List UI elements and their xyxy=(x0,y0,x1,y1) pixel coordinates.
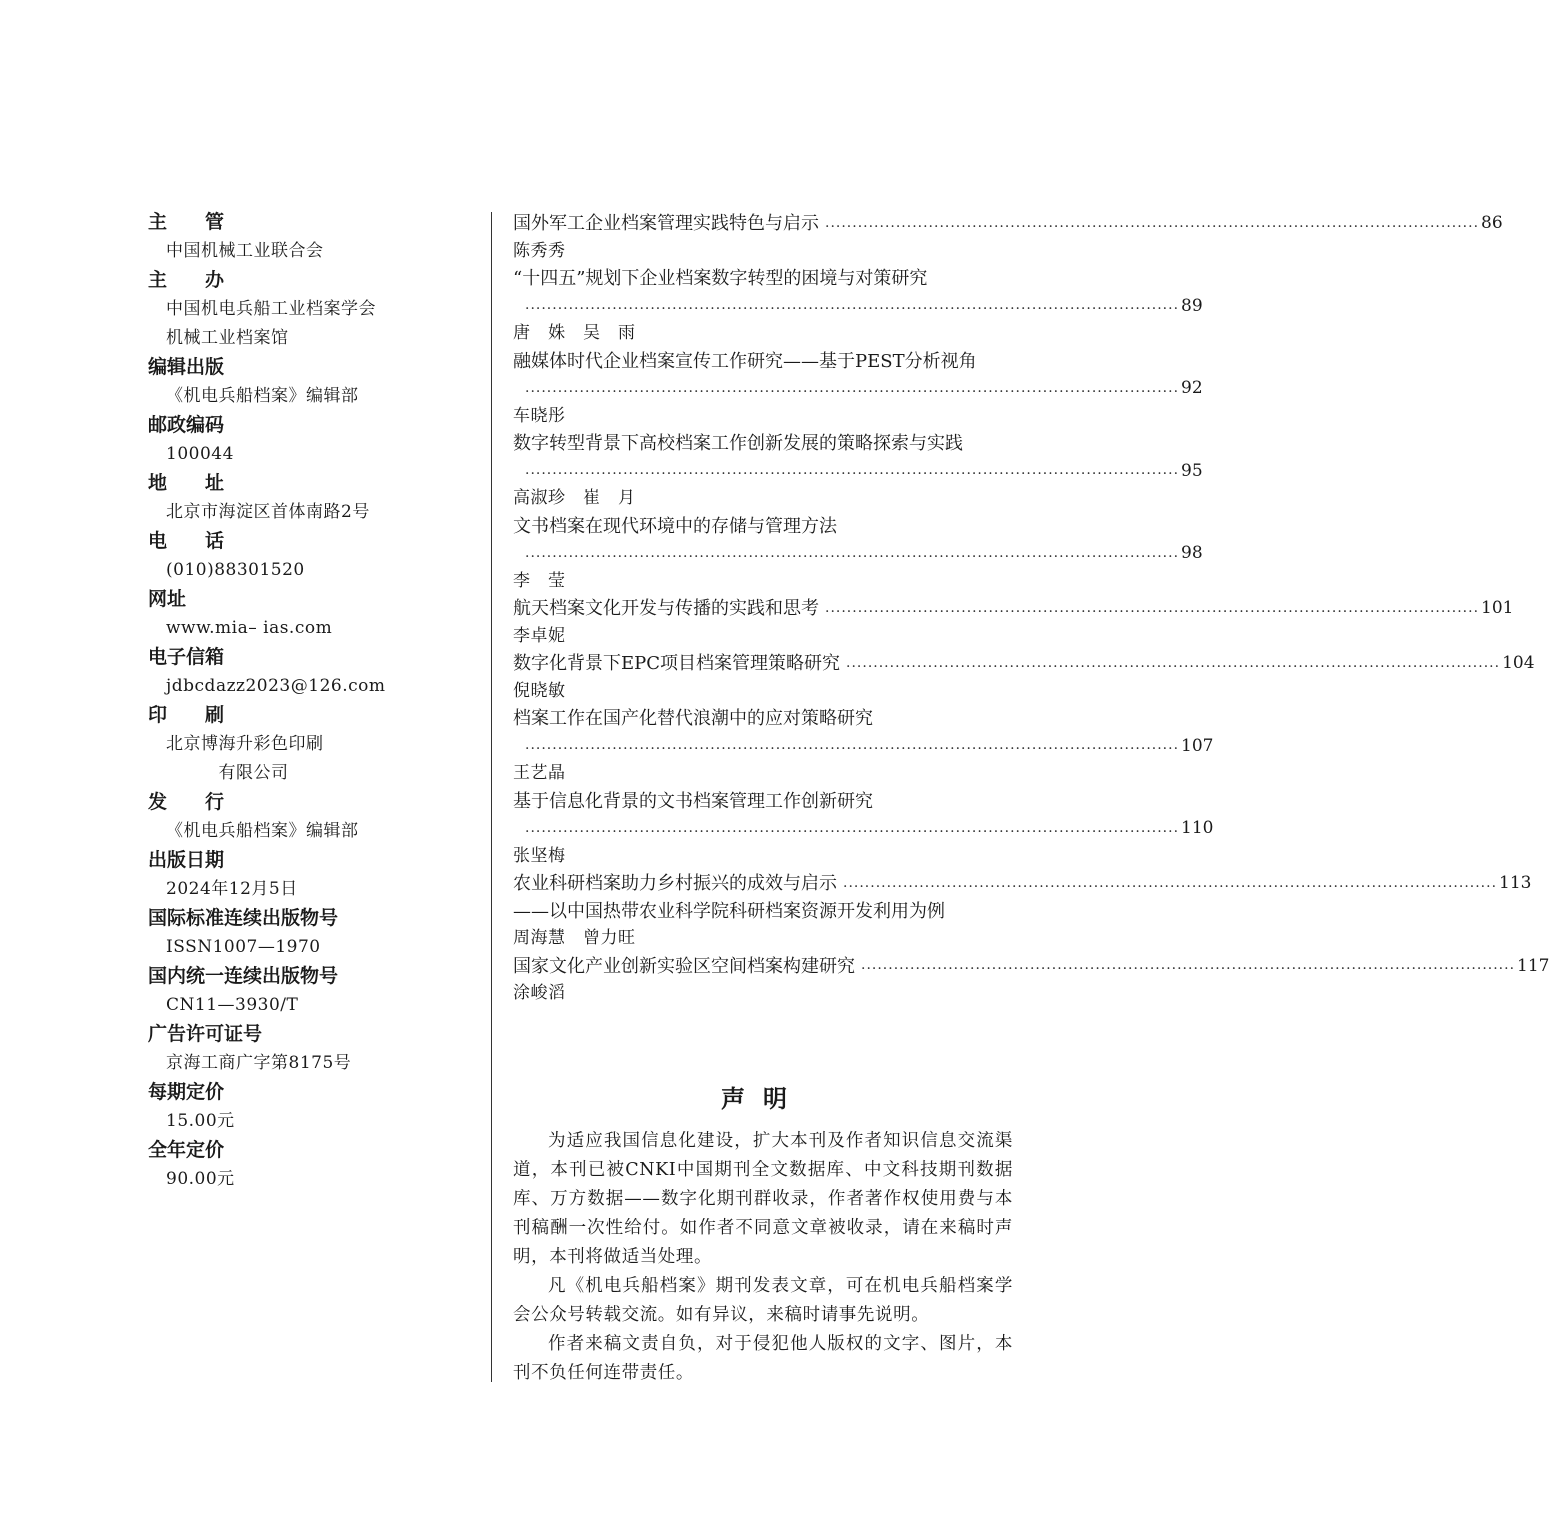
toc-title-line xyxy=(513,788,1013,816)
toc-entry xyxy=(513,595,1514,650)
statement-paragraph: 凡《机电兵船档案》期刊发表文章，可在机电兵船档案学会公众号转载交流。如有异议，来稿时请事先说明。 xyxy=(513,1276,1013,1325)
toc-title: 基于信息化背景的文书档案管理工作创新研究 xyxy=(513,790,873,812)
info-value: 机械工业档案馆 xyxy=(166,328,289,348)
info-label: 广告许可证号 xyxy=(148,1023,263,1045)
info-item xyxy=(148,1078,478,1136)
toc-page-number: 113 xyxy=(1499,873,1532,893)
toc-title-line xyxy=(513,210,1503,238)
info-label: 每期定价 xyxy=(148,1081,225,1103)
toc-title: 航天档案文化开发与传播的实践和思考 xyxy=(513,598,819,619)
toc-title: 农业科研档案助力乡村振兴的成效与启示 xyxy=(513,873,837,894)
toc-page-number: 110 xyxy=(1181,818,1214,838)
toc-title: 文书档案在现代环境中的存储与管理方法 xyxy=(513,515,837,537)
toc-entry xyxy=(513,953,1549,1008)
toc-title-line xyxy=(513,705,1013,733)
toc-page-number: 89 xyxy=(1181,295,1203,316)
info-item xyxy=(148,1020,478,1078)
toc-title: 国家文化产业创新实验区空间档案构建研究 xyxy=(513,955,855,977)
toc-title-line xyxy=(513,650,1535,678)
info-value: 15.00元 xyxy=(166,1111,235,1131)
info-value: 《机电兵船档案》编辑部 xyxy=(166,821,359,841)
toc-leader-line xyxy=(513,375,1203,403)
info-value: ISSN1007—1970 xyxy=(166,937,321,957)
info-label: 编辑出版 xyxy=(148,356,225,378)
info-value: CN11—3930/T xyxy=(166,995,299,1015)
toc-title-line xyxy=(513,348,1013,376)
toc-leader-dots: ························································································································ xyxy=(525,383,1180,400)
toc-title: 档案工作在国产化替代浪潮中的应对策略研究 xyxy=(513,708,873,729)
info-item xyxy=(148,353,478,411)
info-label: 网址 xyxy=(148,588,187,610)
toc-author: 车晓彤 xyxy=(513,405,566,426)
info-item xyxy=(148,846,478,904)
toc-subtitle: ——以中国热带农业科学院科研档案资源开发利用为例 xyxy=(513,900,945,922)
info-item xyxy=(148,585,478,643)
info-item xyxy=(148,962,478,1020)
toc-entry xyxy=(513,788,1214,871)
toc-leader-dots: ························································································································ xyxy=(843,878,1498,895)
info-value: 北京市海淀区首体南路2号 xyxy=(166,502,370,522)
toc-author: 张坚梅 xyxy=(513,845,566,866)
info-value: jdbcdazz2023@126.com xyxy=(166,676,386,696)
toc-title-line xyxy=(513,953,1549,981)
statement-body xyxy=(513,1127,1013,1388)
info-value: 2024年12月5日 xyxy=(166,879,298,899)
toc-page-number: 101 xyxy=(1481,598,1514,618)
toc-page-number: 86 xyxy=(1481,213,1503,233)
toc-title-line xyxy=(513,870,1532,898)
toc-leader-dots: ························································································································ xyxy=(525,301,1180,317)
info-label: 印 刷 xyxy=(148,704,225,726)
info-value: 有限公司 xyxy=(166,763,289,783)
table-of-contents xyxy=(513,210,1549,1008)
toc-entry xyxy=(513,210,1503,265)
toc-entry xyxy=(513,430,1203,513)
toc-leader-dots: ························································································································ xyxy=(825,603,1480,620)
toc-title: 国外军工企业档案管理实践特色与启示 xyxy=(513,213,819,234)
statement-paragraph: 为适应我国信息化建设，扩大本刊及作者知识信息交流渠道，本刊已被CNKI中国期刊全文数据库、中文科技期刊数据库、万方数据——数字化期刊群收录，作者著作权使用费与本刊稿酬一次性给付。如作者不同意文章被收录，请在来稿时声明，本刊将做适当处理。 xyxy=(513,1131,1013,1267)
info-value: 100044 xyxy=(166,444,234,464)
info-label: 主 管 xyxy=(148,211,225,233)
info-value: 京海工商广字第8175号 xyxy=(166,1053,352,1073)
toc-leader-line xyxy=(513,293,1203,321)
info-label: 全年定价 xyxy=(148,1139,225,1161)
info-item xyxy=(148,643,478,701)
info-item xyxy=(148,1136,478,1194)
toc-page-number: 95 xyxy=(1181,460,1203,481)
toc-author: 高淑珍 崔 月 xyxy=(513,488,636,508)
toc-page-number: 98 xyxy=(1181,543,1203,563)
column-divider xyxy=(491,212,492,1382)
toc-entry xyxy=(513,870,1532,953)
toc-author: 唐 姝 吴 雨 xyxy=(513,323,636,343)
info-label: 出版日期 xyxy=(148,849,225,871)
info-label: 发 行 xyxy=(148,791,225,813)
toc-page-number: 107 xyxy=(1181,735,1214,756)
info-value: 北京博海升彩色印刷 xyxy=(166,734,324,754)
toc-leader-dots: ························································································································ xyxy=(846,658,1501,675)
info-item xyxy=(148,701,478,788)
toc-entry xyxy=(513,513,1203,596)
toc-title: 数字转型背景下高校档案工作创新发展的策略探索与实践 xyxy=(513,433,963,454)
info-item xyxy=(148,208,478,266)
info-item xyxy=(148,788,478,846)
toc-page-number: 104 xyxy=(1502,653,1535,673)
toc-author: 李 莹 xyxy=(513,570,566,591)
info-value: 中国机电兵船工业档案学会 xyxy=(166,299,376,319)
publication-info xyxy=(148,208,478,1194)
toc-title-line xyxy=(513,595,1514,623)
toc-entry xyxy=(513,705,1214,788)
toc-author: 王艺晶 xyxy=(513,763,566,783)
toc-author: 倪晓敏 xyxy=(513,680,566,701)
info-value: 中国机械工业联合会 xyxy=(166,241,324,261)
info-item xyxy=(148,411,478,469)
info-item xyxy=(148,527,478,585)
info-label: 邮政编码 xyxy=(148,414,225,436)
toc-leader-line xyxy=(513,458,1203,486)
statement-title: 声明 xyxy=(721,1085,805,1113)
toc-leader-line xyxy=(513,733,1214,761)
info-item xyxy=(148,904,478,962)
toc-title: “十四五”规划下企业档案数字转型的困境与对策研究 xyxy=(513,268,928,289)
info-label: 国际标准连续出版物号 xyxy=(148,907,339,929)
info-label: 主 办 xyxy=(148,269,225,291)
info-value: www.mia– ias.com xyxy=(166,618,333,638)
info-value: (010)88301520 xyxy=(166,560,305,580)
toc-title-line xyxy=(513,513,1013,541)
statement-paragraph: 作者来稿文责自负，对于侵犯他人版权的文字、图片，本刊不负任何连带责任。 xyxy=(513,1334,1013,1383)
toc-leader-line xyxy=(513,540,1203,568)
info-label: 地 址 xyxy=(148,472,225,494)
info-label: 电子信箱 xyxy=(148,646,225,668)
info-label: 电 话 xyxy=(148,530,225,552)
toc-leader-dots: ························································································································ xyxy=(861,961,1516,977)
toc-author: 周海慧 曾力旺 xyxy=(513,928,636,948)
info-item xyxy=(148,266,478,353)
toc-author: 李卓妮 xyxy=(513,625,566,646)
toc-entry xyxy=(513,650,1535,705)
toc-leader-dots: ························································································································ xyxy=(525,548,1180,565)
toc-title: 数字化背景下EPC项目档案管理策略研究 xyxy=(513,653,841,674)
info-value: 90.00元 xyxy=(166,1169,235,1189)
toc-title-line xyxy=(513,430,1013,458)
toc-title: 融媒体时代企业档案宣传工作研究——基于PEST分析视角 xyxy=(513,350,977,372)
toc-author: 涂峻滔 xyxy=(513,983,566,1003)
toc-leader-line xyxy=(513,815,1214,843)
toc-author: 陈秀秀 xyxy=(513,240,566,261)
toc-entry xyxy=(513,348,1203,431)
toc-entry xyxy=(513,265,1203,348)
info-label: 国内统一连续出版物号 xyxy=(148,965,339,987)
toc-page-number: 117 xyxy=(1517,955,1549,976)
info-value: 《机电兵船档案》编辑部 xyxy=(166,386,359,406)
info-item xyxy=(148,469,478,527)
toc-leader-dots: ························································································································ xyxy=(525,823,1180,840)
toc-page-number: 92 xyxy=(1181,378,1203,398)
toc-leader-dots: ························································································································ xyxy=(525,466,1180,482)
toc-title-line xyxy=(513,265,1013,293)
toc-leader-dots: ························································································································ xyxy=(825,218,1480,235)
toc-leader-dots: ························································································································ xyxy=(525,741,1180,757)
